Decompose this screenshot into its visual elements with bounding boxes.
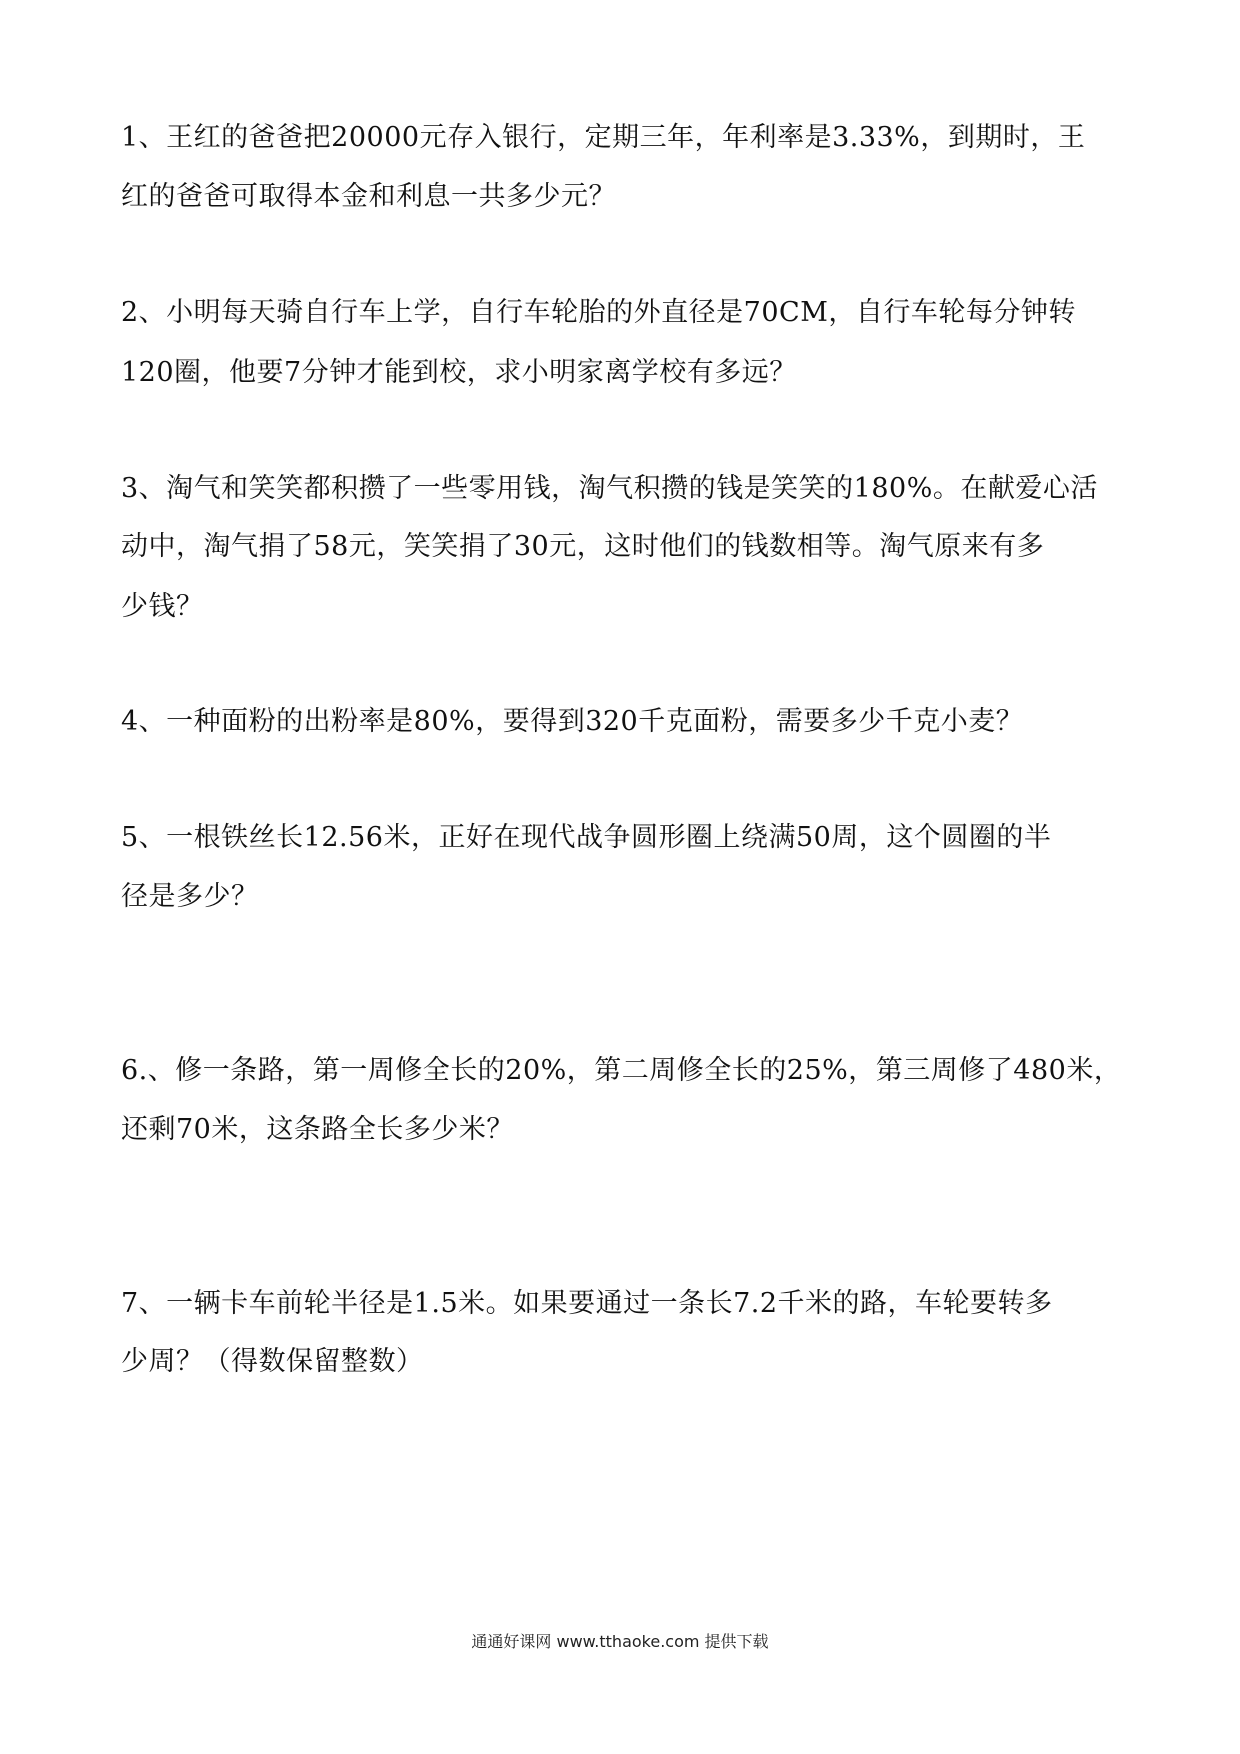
question-6-line-1: 6.、修一条路，第一周修全长的20%，第二周修全长的25%，第三周修了480米， <box>121 1055 1122 1086</box>
question-1-line-1: 1、王红的爸爸把20000元存入银行，定期三年，年利率是3.33%，到期时，王 <box>121 122 1086 153</box>
question-2-line-1: 2、小明每天骑自行车上学，自行车轮胎的外直径是70CM，自行车轮每分钟转 <box>121 297 1076 328</box>
page-footer: 通通好课网 www.tthaoke.com 提供下载 <box>471 1632 769 1651</box>
question-7-line-2: 少周？（得数保留整数） <box>121 1346 424 1377</box>
question-7-line-1: 7、一辆卡车前轮半径是1.5米。如果要通过一条长7.2千米的路，车轮要转多 <box>121 1288 1053 1319</box>
question-5-line-2: 径是多少？ <box>121 881 259 912</box>
question-2-line-2: 120圈，他要7分钟才能到校，求小明家离学校有多远？ <box>121 357 797 388</box>
question-5-line-1: 5、一根铁丝长12.56米，正好在现代战争圆形圈上绕满50周，这个圆圈的半 <box>121 822 1052 853</box>
question-6-line-2: 还剩70米，这条路全长多少米？ <box>121 1114 514 1145</box>
question-3-line-3: 少钱？ <box>121 591 204 622</box>
question-4-line-1: 4、一种面粉的出粉率是80%，要得到320千克面粉，需要多少千克小麦？ <box>121 706 1024 737</box>
question-3-line-1: 3、淘气和笑笑都积攒了一些零用钱，淘气积攒的钱是笑笑的180%。在献爱心活 <box>121 473 1098 504</box>
question-3-line-2: 动中，淘气捐了58元，笑笑捐了30元，这时他们的钱数相等。淘气原来有多 <box>121 531 1045 562</box>
question-1-line-2: 红的爸爸可取得本金和利息一共多少元？ <box>121 181 616 212</box>
